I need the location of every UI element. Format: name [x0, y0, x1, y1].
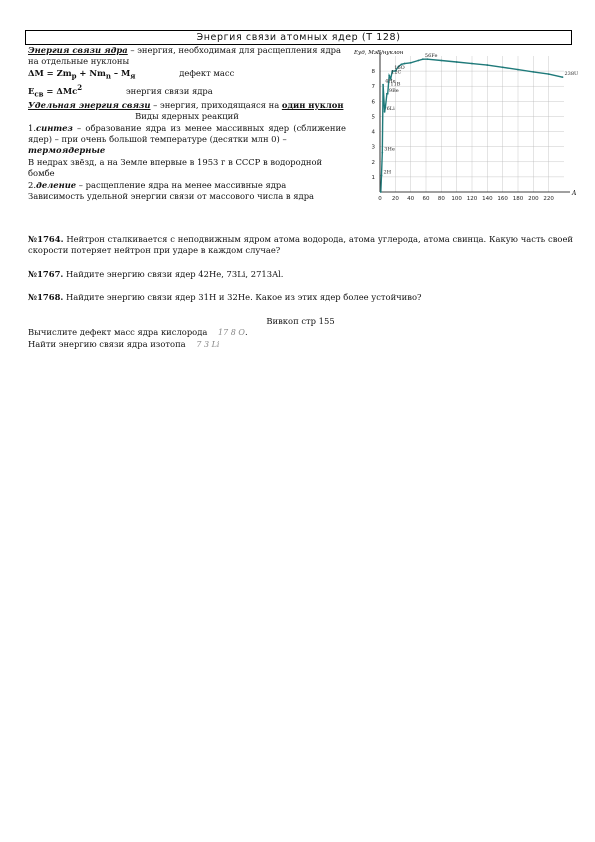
y-tick-label: 4 — [371, 129, 375, 136]
binding-energy-curve — [381, 59, 563, 192]
mass-defect-label: дефект масс — [179, 67, 235, 78]
task-mass-defect: Вычислите дефект масс ядра кислорода 17 8 O. — [28, 327, 248, 338]
energy-line: $E_{св} = \Delta Mc^2$ энергия связи ядра — [28, 82, 213, 99]
nuclide-label: 56Fe — [424, 53, 438, 60]
data-point — [502, 66, 504, 68]
y-tick-label: 3 — [371, 144, 375, 151]
reference-line: Вивкоп стр 155 — [266, 315, 335, 326]
data-point — [471, 63, 473, 65]
dependence-text: Зависимость удельной энергии связи от массового числа в ядра — [28, 191, 315, 202]
nuclide-label: 238U — [564, 71, 579, 78]
x-tick-label: 180 — [512, 196, 524, 202]
nuclide-label: 2H — [383, 169, 392, 176]
binding-term: Энергия связи ядра — [28, 45, 128, 55]
page-title: Энергия связи атомных ядер (Т 128) — [25, 30, 572, 45]
task-binding-energy: Найти энергию связи ядра изотопа 7 3 Li — [28, 338, 220, 349]
x-tick-label: 100 — [451, 196, 462, 202]
binding-def: – энергия, необходимая для расщепления ядра на отдельные нуклоны — [28, 45, 341, 67]
x-tick-label: 120 — [466, 196, 478, 202]
data-point — [410, 62, 412, 64]
problem-1767: №1767. Найдите энергию связи ядер 42He, 73Li, 2713Al. — [28, 268, 284, 279]
data-point — [388, 75, 390, 77]
y-axis-label: Eуд, МэВ/нуклон — [354, 50, 404, 56]
nuclide-label: 9Be — [388, 87, 399, 94]
oxygen-isotope-formula: 17 8 O — [218, 328, 245, 338]
x-tick-label: 200 — [528, 196, 539, 202]
specific-definition: Удельная энергия связи – энергия, приходящаяся на один нуклон — [28, 99, 344, 110]
nuclide-label: 11B — [390, 81, 401, 88]
y-tick-label: 8 — [371, 69, 375, 76]
y-tick-label: 5 — [371, 114, 375, 121]
data-point — [417, 60, 419, 62]
mass-defect-line: $\Delta M = Zm_p + Nm_n - M_я$ дефект масс — [28, 67, 235, 81]
x-tick-label: 60 — [422, 196, 430, 202]
data-point — [456, 61, 458, 63]
theory-column — [28, 45, 346, 202]
x-tick-label: 160 — [497, 196, 508, 202]
energy-label: энергия связи ядра — [125, 85, 213, 96]
nuclide-label: 4He — [385, 78, 396, 85]
data-point — [381, 152, 383, 154]
data-point — [381, 174, 383, 176]
lithium-isotope-formula: 7 3 Li — [196, 339, 220, 349]
binding-energy-chart — [352, 46, 579, 204]
y-tick-label: 6 — [371, 99, 375, 106]
stars-text: В недрах звёзд, а на Земле впервые в 1953 г в СССР в водородной бомбе — [28, 156, 323, 179]
x-tick-label: 220 — [543, 196, 554, 202]
x-tick-label: 80 — [437, 196, 445, 202]
nuclide-label: 12C — [391, 69, 402, 76]
problems-section — [28, 234, 573, 350]
problem-1764: №1764. Нейтрон сталкивается с неподвижным ядром атома водорода, атома углерода, атома свинца. Какую часть своей скорости потеряет нейтрон при ударе в каждом случае? — [28, 234, 574, 256]
data-point — [548, 73, 550, 75]
x-tick-label: 140 — [482, 196, 493, 202]
data-point — [532, 71, 534, 73]
data-point — [517, 69, 519, 71]
binding-definition — [28, 45, 346, 68]
y-tick-label: 2 — [371, 159, 375, 166]
reactions-heading: Виды ядерных реакций — [135, 111, 239, 122]
problem-1768: №1768. Найдите энергию связи ядер 31H и 32He. Какое из этих ядер более устойчиво? — [28, 292, 422, 303]
synthesis-text: 1.синтез – образование ядра из менее массивных ядер (сближение ядер) – при очень большой температуре (десятки млн 0) – — [28, 122, 346, 144]
nuclide-label: 3He — [384, 146, 395, 153]
binding-energy-chart-svg — [352, 46, 579, 204]
data-point — [384, 111, 386, 113]
data-point — [380, 191, 382, 193]
y-tick-label: 7 — [371, 84, 375, 91]
x-tick-label: 20 — [391, 196, 399, 202]
data-point — [486, 64, 488, 66]
fission-text: 2.деление – расщепление ядра на менее массивные ядра — [28, 179, 287, 190]
data-point — [440, 60, 442, 62]
x-tick-label: 0 — [378, 196, 382, 202]
nuclide-label: 6Li — [386, 105, 395, 112]
data-point — [382, 84, 384, 86]
y-tick-label: 1 — [371, 174, 375, 181]
x-tick-label: 40 — [407, 196, 415, 202]
thermonuclear-label: термоядерные — [28, 145, 106, 156]
x-axis-label: A — [572, 190, 577, 197]
nuclide-label: 16O — [394, 65, 405, 72]
data-point — [422, 58, 424, 60]
data-point — [562, 76, 564, 78]
